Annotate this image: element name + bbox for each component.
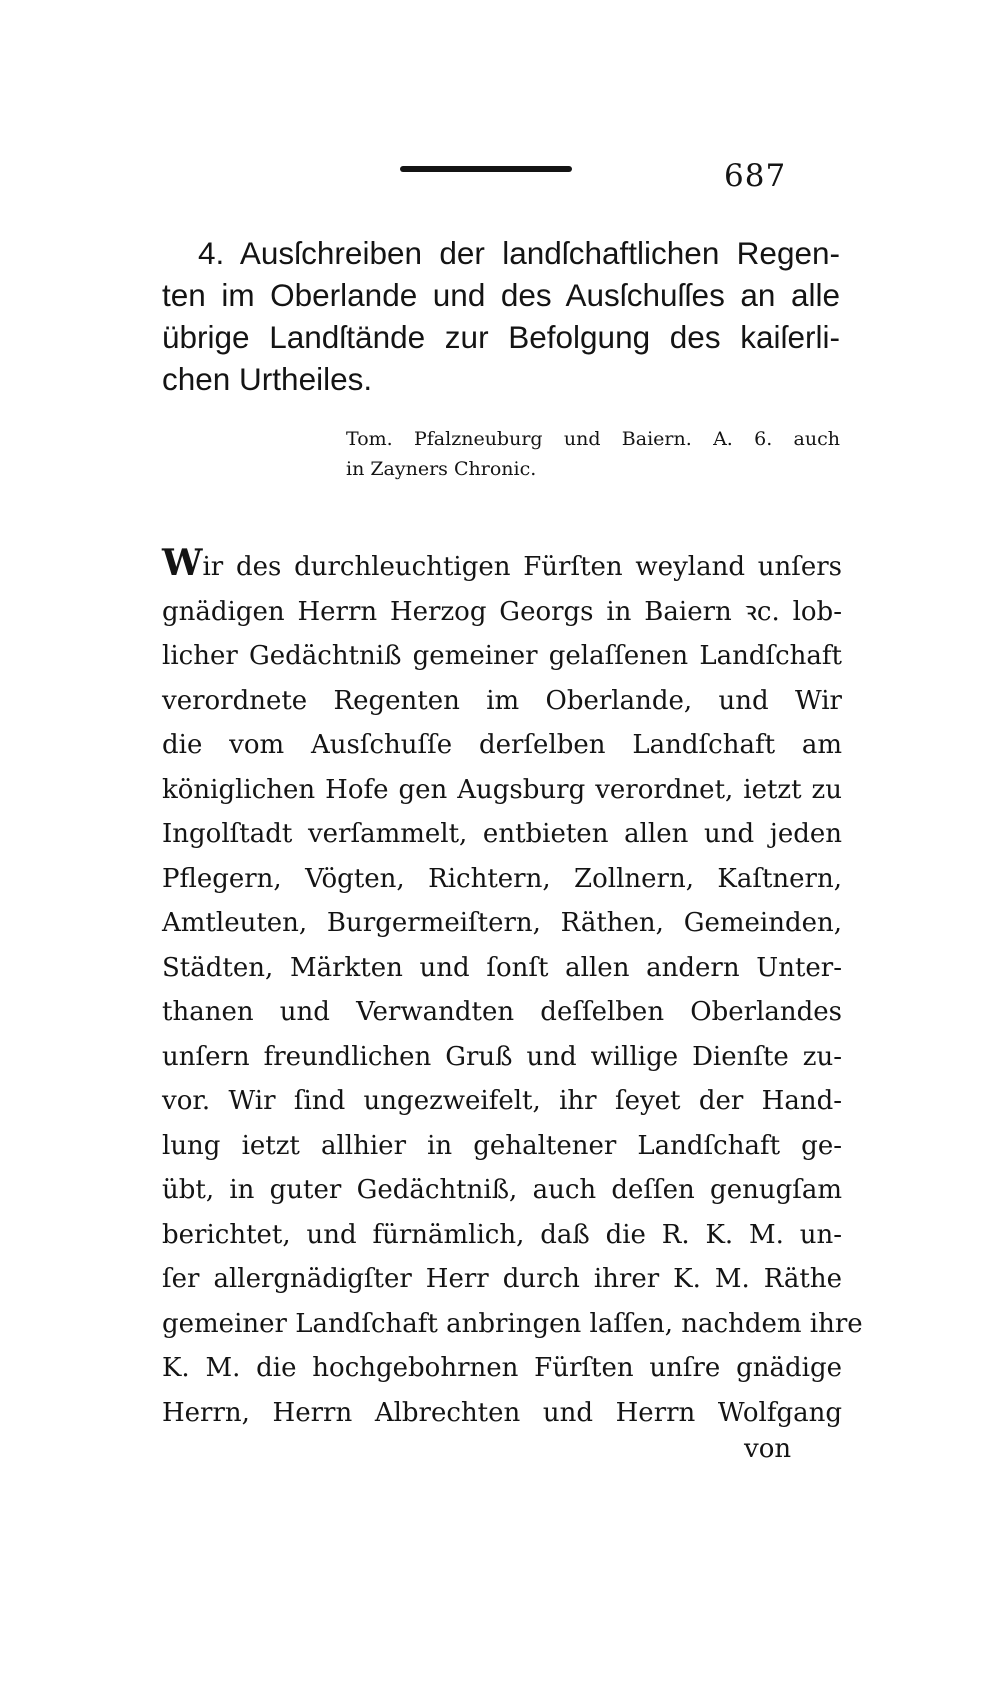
body-line: die vom Ausſchuſſe derſelben Landſchaft am [162,730,842,760]
body-line: gnädigen Herrn Herzog Georgs in Baiern ꝛc. lob- [162,596,842,627]
body-line: Pflegern, Vögten, Richtern, Zollnern, Kaſtnern, [162,863,842,894]
body-line: Herrn, Herrn Albrechten und Herrn Wolfgang [162,1397,842,1428]
body-line: ſer allergnädigſter Herr durch ihrer K. M. Räthe [162,1264,842,1294]
body-line: verordnete Regenten im Oberlande, und Wir [162,685,842,716]
body-line: Wir des durchleuchtigen Fürſten weyland unſers [162,542,842,584]
body-text [162,542,863,1435]
body-line: unſern freundlichen Gruß und willige Dienſte zu- [162,1041,842,1072]
body-line: übt, in guter Gedächtniß, auch deſſen genugſam [162,1175,842,1205]
body-line: Amtleuten, Burgermeiſtern, Räthen, Gemeinden, [162,908,842,938]
heading-line: chen Urtheiles. [162,361,373,397]
source-reference [346,424,840,484]
body-line: berichtet, und fürnämlich, daß die R. K. M. un- [162,1219,842,1250]
body-line: königlichen Hofe gen Augsburg verordnet, ietzt zu [162,774,842,805]
section-heading [162,232,840,400]
body-line: Städten, Märkten und ſonſt allen andern Unter- [162,952,842,983]
heading-line: ten im Oberlande und des Ausſchuſſes an alle [162,277,840,313]
body-line: K. M. die hochgebohrnen Fürſten unſre gnädige [162,1353,842,1383]
source-line: Tom. Pfalzneuburg und Baiern. A. 6. auch [346,428,840,450]
body-line: Ingolſtadt verſammelt, entbieten allen und jeden [162,819,842,849]
body-line: licher Gedächtniß gemeiner gelaſſenen Landſchaft [162,641,842,671]
body-line: gemeiner Landſchaft anbringen laſſen, nachdem ihre [162,1308,863,1339]
heading-line: 4. Ausſchreiben der landſchaftlichen Regen- [198,235,841,271]
body-line: vor. Wir ſind ungezweifelt, ihr ſeyet der Hand- [162,1086,842,1116]
body-line: thanen und Verwandten deſſelben Oberlandes [162,997,842,1027]
catchword: von [744,1434,792,1464]
heading-number: 4. [198,235,225,271]
header-rule [400,166,572,172]
page-number: 687 [724,158,787,194]
heading-line: übrige Landſtände zur Befolgung des kaiſerli- [162,319,840,355]
source-line: in Zayners Chronic. [346,458,537,480]
drop-cap: W [162,542,203,584]
body-line: lung ietzt allhier in gehaltener Landſchaft ge- [162,1130,842,1161]
